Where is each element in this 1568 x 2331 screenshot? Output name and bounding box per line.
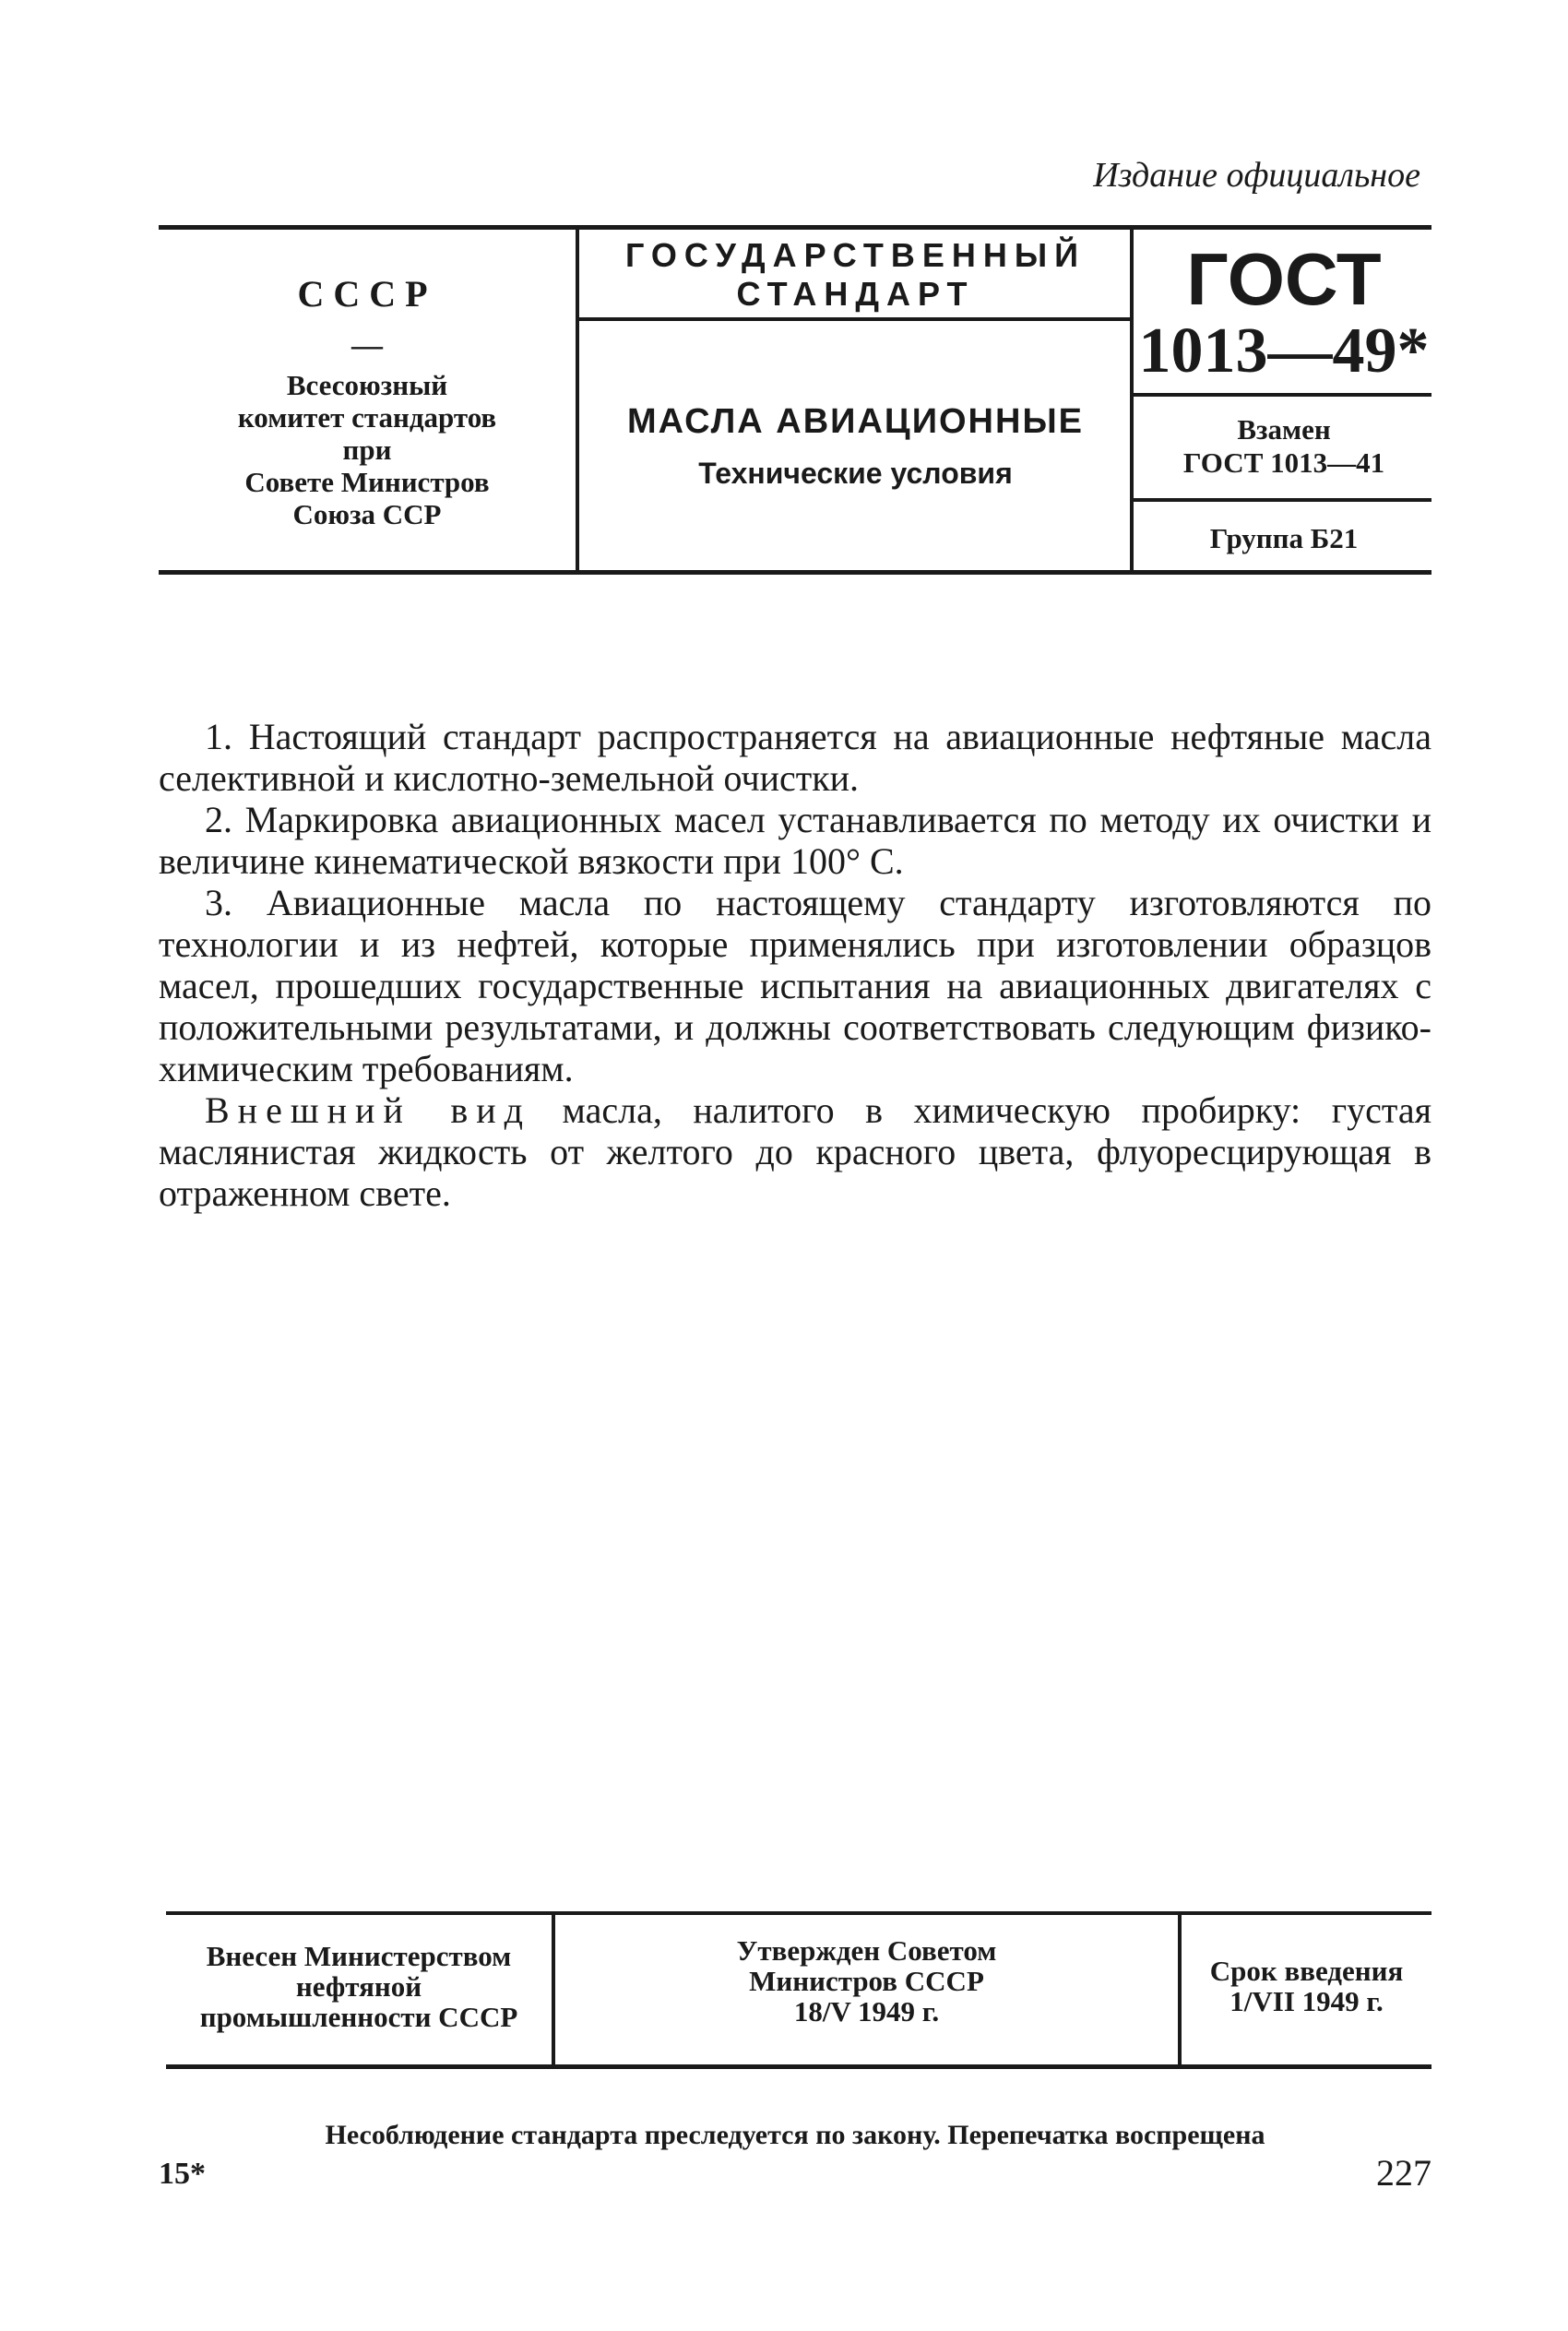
introduced-line: промышленности СССР bbox=[199, 2001, 518, 2033]
copyright-notice: Несоблюдение стандарта преследуется по закону. Перепечатка воспрещена bbox=[325, 2120, 1265, 2150]
paragraph-2: 2. Маркировка авиационных масел устанавливается по методу их очистки и величине кинематической вязкости при 100° С. bbox=[159, 799, 1431, 882]
paragraph-4 bbox=[159, 1089, 1431, 1214]
sheet-mark: 15* bbox=[159, 2157, 206, 2191]
effective-line: Срок введения bbox=[1209, 1955, 1404, 1987]
gost-code-number: 1013—49* bbox=[1138, 315, 1430, 387]
effective-date bbox=[1182, 1956, 1431, 2016]
org-line: Союза ССР bbox=[292, 498, 442, 530]
group-code: Группа Б21 bbox=[1209, 522, 1359, 554]
org-line: Всесоюзный bbox=[286, 369, 448, 401]
standard-subtitle: Технические условия bbox=[698, 457, 1013, 490]
standard-type-line: СТАНДАРТ bbox=[736, 275, 975, 313]
standard-title-block bbox=[581, 325, 1130, 574]
replaces-note bbox=[1136, 398, 1431, 500]
standard-type-line: ГОСУДАРСТВЕННЫЙ bbox=[624, 236, 1086, 274]
org-line: комитет стандартов bbox=[237, 401, 497, 434]
separator-dash: — bbox=[351, 328, 383, 363]
standard-type bbox=[581, 231, 1130, 319]
edition-label: Издание официальное bbox=[1093, 156, 1420, 195]
header-divider-right bbox=[1130, 225, 1134, 575]
paragraph-3: 3. Авиационные масла по настоящему стандарту изготовляются по технологии и из нефтей, которые применялись при изготовлении образцов масел, прошедших государственные испытания на авиационных двигателях с положительными результатами, и должны соответствовать следующим физико-химическим требованиям. bbox=[159, 882, 1431, 1089]
header-top-rule bbox=[159, 225, 1431, 230]
paragraph-1: 1. Настоящий стандарт распространяется на авиационные нефтяные масла селективной и кислотно-земельной очистки. bbox=[159, 716, 1431, 799]
footer-bottom-rule bbox=[166, 2064, 1431, 2069]
effective-line: 1/VII 1949 г. bbox=[1229, 1985, 1384, 2017]
header-right-rule-1 bbox=[1134, 393, 1431, 397]
gost-code-prefix: ГОСТ bbox=[1186, 238, 1382, 320]
header-divider-left bbox=[576, 225, 579, 575]
standard-title: МАСЛА АВИАЦИОННЫЕ bbox=[626, 402, 1084, 441]
page-number: 227 bbox=[1376, 2152, 1431, 2194]
gost-code bbox=[1136, 231, 1431, 392]
org-line: при bbox=[342, 434, 392, 466]
introduced-by bbox=[166, 1941, 552, 2032]
country-name: СССР bbox=[297, 273, 437, 315]
appearance-description: масла, налитого в химическую пробирку: густая маслянистая жидкость от желтого до красного цвета, флуоресцирующая в отраженном свете. bbox=[159, 1089, 1431, 1214]
footer-top-rule bbox=[166, 1911, 1431, 1915]
introduced-line: Внесен Министерством bbox=[206, 1940, 512, 1972]
org-line: Совете Министров bbox=[244, 466, 490, 498]
issuing-authority bbox=[159, 231, 576, 572]
approved-by bbox=[555, 1935, 1178, 2027]
replaces-line: ГОСТ 1013—41 bbox=[1182, 446, 1385, 479]
appearance-term: Внешний вид bbox=[205, 1089, 532, 1131]
approved-line: Министров СССР bbox=[749, 1965, 984, 1997]
approved-line: 18/V 1949 г. bbox=[793, 1995, 940, 2028]
replaces-line: Взамен bbox=[1237, 413, 1331, 446]
body-text bbox=[159, 716, 1431, 1214]
introduced-line: нефтяной bbox=[295, 1970, 422, 2003]
approved-line: Утвержден Советом bbox=[736, 1934, 997, 1967]
